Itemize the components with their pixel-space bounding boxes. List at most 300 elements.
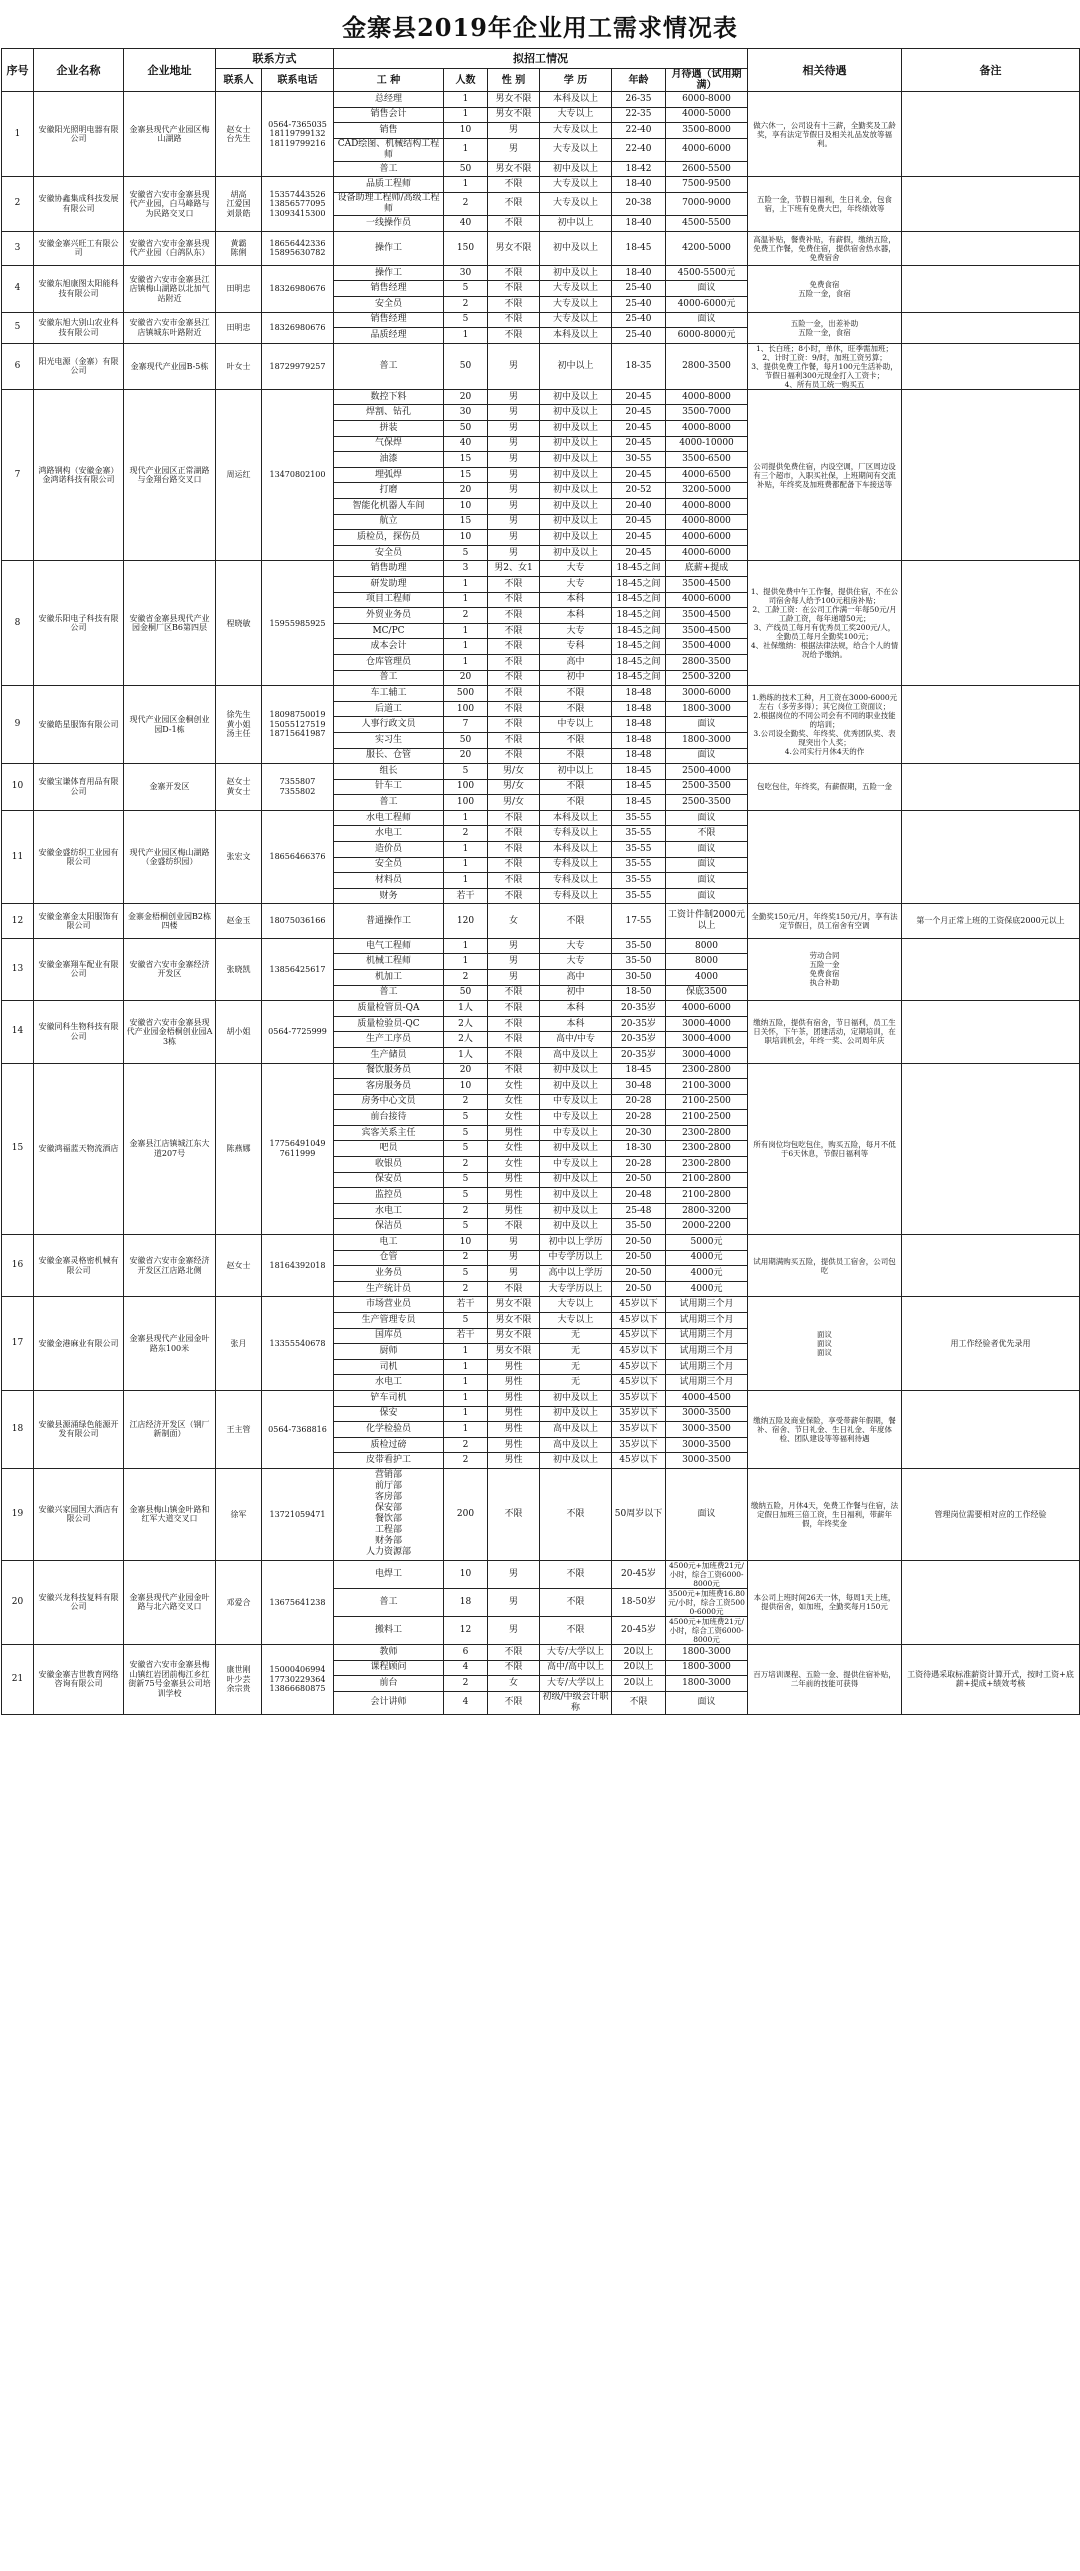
job-gender: 女: [488, 1676, 540, 1692]
job-count: 1: [444, 938, 488, 954]
company-name: 安徽皓星服饰有限公司: [34, 686, 124, 764]
job-gender: 不限: [488, 1001, 540, 1017]
job-gender: 男/女: [488, 764, 540, 780]
job-title: 收银员: [334, 1157, 444, 1173]
job-title: 皮带看护工: [334, 1453, 444, 1469]
job-gender: 女性: [488, 1141, 540, 1157]
job-education: 本科及以上: [540, 810, 612, 826]
job-title: 打磨: [334, 483, 444, 499]
job-gender: 不限: [488, 686, 540, 702]
job-education: 大专: [540, 576, 612, 592]
job-salary: 2500-4000: [666, 764, 748, 780]
job-gender: 不限: [488, 177, 540, 193]
job-age: 20-50: [612, 1281, 666, 1297]
job-education: 本科: [540, 608, 612, 624]
header-contact: 联系方式: [216, 49, 334, 69]
job-count: 5: [444, 764, 488, 780]
job-gender: 不限: [488, 192, 540, 215]
job-count: 2: [444, 969, 488, 985]
job-age: 22-35: [612, 107, 666, 123]
job-count: 1: [444, 639, 488, 655]
job-education: 高中/中专: [540, 1032, 612, 1048]
job-title: 造价员: [334, 842, 444, 858]
job-title: 操作工: [334, 231, 444, 265]
job-gender: 不限: [488, 592, 540, 608]
job-count: 1: [444, 107, 488, 123]
job-salary: 3000-4000: [666, 1016, 748, 1032]
company-seq: 4: [2, 265, 34, 312]
company-seq: 13: [2, 938, 34, 1000]
contact-person: 程晓敏: [216, 561, 262, 686]
job-gender: 男性: [488, 1125, 540, 1141]
job-count: 40: [444, 215, 488, 231]
job-salary: 2100-2500: [666, 1110, 748, 1126]
job-count: 4: [444, 1660, 488, 1676]
header-job: 工 种: [334, 69, 444, 92]
table-row: [2, 1468, 1080, 1560]
company-address: 金寨金梧桐创业园B2栋四楼: [124, 904, 216, 938]
job-gender: 男: [488, 467, 540, 483]
job-education: 大专/大学以上: [540, 1676, 612, 1692]
job-education: 本科及以上: [540, 842, 612, 858]
company-remark: [902, 764, 1080, 811]
job-count: 2: [444, 1157, 488, 1173]
company-name: 安徽鸿福蓝天物流酒店: [34, 1063, 124, 1235]
job-salary: 3500-4500: [666, 608, 748, 624]
job-salary: 4000-6000: [666, 530, 748, 546]
job-count: 10: [444, 1079, 488, 1095]
job-education: 专科及以上: [540, 857, 612, 873]
job-title: 监控员: [334, 1188, 444, 1204]
job-salary: 4000-8000: [666, 499, 748, 515]
contact-phone: 17756491049 7611999: [262, 1063, 334, 1235]
contact-phone: 13470802100: [262, 389, 334, 561]
company-benefits: 1、长白班；8小时，单休，旺季需加班； 2、计时工资：9/时，加班工资另算； 3、提供免费工作餐，每月100元生活补助，节假日福利300元现金打入工资卡； 4、所有员工统一购买五: [748, 343, 902, 389]
job-title: 安全员: [334, 545, 444, 561]
job-gender: 男性: [488, 1172, 540, 1188]
company-name: 阳光电源（金寨）有限公司: [34, 343, 124, 389]
job-title: 服长、仓管: [334, 748, 444, 764]
job-gender: 男: [488, 1588, 540, 1616]
header-remark: 备注: [902, 49, 1080, 92]
job-count: 5: [444, 281, 488, 297]
contact-phone: 7355807 7355802: [262, 764, 334, 811]
company-name: 安徽东旭大别山农业科技有限公司: [34, 312, 124, 343]
job-title: 销售经理: [334, 312, 444, 328]
job-count: 18: [444, 1588, 488, 1616]
table-row: [2, 1297, 1080, 1313]
job-gender: 女性: [488, 1094, 540, 1110]
job-salary: 3200-5000: [666, 483, 748, 499]
job-age: 20-50: [612, 1235, 666, 1251]
job-count: 15: [444, 467, 488, 483]
job-title: 厨师: [334, 1344, 444, 1360]
job-count: 10: [444, 1560, 488, 1588]
job-count: 5: [444, 1219, 488, 1235]
job-count: 15: [444, 514, 488, 530]
job-title: 销售会计: [334, 107, 444, 123]
job-salary: 3000-3500: [666, 1437, 748, 1453]
job-age: 35-55: [612, 873, 666, 889]
company-remark: 用工作经验者优先录用: [902, 1297, 1080, 1391]
header-company: 企业名称: [34, 49, 124, 92]
job-age: 35岁以下: [612, 1437, 666, 1453]
job-title: 生产统计员: [334, 1281, 444, 1297]
job-salary: 4200-5000: [666, 231, 748, 265]
job-count: 2: [444, 1203, 488, 1219]
job-gender: 不限: [488, 1016, 540, 1032]
job-title: 机械工程师: [334, 954, 444, 970]
company-address: 安徽省六安市金寨县现代产业园金梧桐创业园A3栋: [124, 1001, 216, 1063]
job-age: 18-45之间: [612, 576, 666, 592]
job-salary: 4500元+加班费21元/小时，综合工资6000-8000元: [666, 1560, 748, 1588]
job-title: 普工: [334, 1588, 444, 1616]
job-age: 18-48: [612, 732, 666, 748]
job-salary: 3000-4000: [666, 1047, 748, 1063]
contact-person: 邓爱合: [216, 1560, 262, 1644]
job-title: 成本会计: [334, 639, 444, 655]
contact-phone: 13856425617: [262, 938, 334, 1000]
company-benefits: 做六休一，公司设有十三薪，全勤奖及工龄奖，享有法定节假日及相关礼品发放等福利。: [748, 92, 902, 177]
company-name: 安徽东旭康图太阳能科技有限公司: [34, 265, 124, 312]
company-benefits: 缴纳五险，月休4天，免费工作餐与住宿，法定假日加班三倍工资，生日福利，带薪年假，年终奖金: [748, 1468, 902, 1560]
job-count: 1: [444, 654, 488, 670]
job-title: 拼装: [334, 421, 444, 437]
job-age: 18-48: [612, 717, 666, 733]
job-title: 电工: [334, 1235, 444, 1251]
job-age: 20-28: [612, 1157, 666, 1173]
job-age: 18-45: [612, 231, 666, 265]
job-age: 20-45: [612, 514, 666, 530]
job-salary: 4500-5500: [666, 215, 748, 231]
job-age: 35-55: [612, 888, 666, 904]
job-education: 不限: [540, 1616, 612, 1644]
job-salary: 8000: [666, 938, 748, 954]
job-title: 机加工: [334, 969, 444, 985]
job-salary: 2100-2800: [666, 1188, 748, 1204]
job-education: 本科: [540, 1016, 612, 1032]
company-name: 安徽兴龙科技复料有限公司: [34, 1560, 124, 1644]
job-salary: 2800-3200: [666, 1203, 748, 1219]
job-salary: 4000-4500: [666, 1390, 748, 1406]
job-count: 2: [444, 1676, 488, 1692]
job-gender: 男性: [488, 1453, 540, 1469]
job-gender: 女性: [488, 1110, 540, 1126]
company-seq: 8: [2, 561, 34, 686]
company-name: 安徽金寨翔车配业有限公司: [34, 938, 124, 1000]
job-count: 5: [444, 1141, 488, 1157]
job-education: 大专: [540, 623, 612, 639]
job-count: 7: [444, 717, 488, 733]
contact-person: 黄霸 陈俐: [216, 231, 262, 265]
job-title: 材料员: [334, 873, 444, 889]
header-count: 人数: [444, 69, 488, 92]
job-age: 45岁以下: [612, 1344, 666, 1360]
job-salary: 3500-6500: [666, 452, 748, 468]
job-title: 仓管: [334, 1250, 444, 1266]
job-education: 大专/大学以上: [540, 1644, 612, 1660]
job-salary: 3500-4500: [666, 576, 748, 592]
company-benefits: 缴纳五险及商业保险，享受带薪年假期，餐补、宿舍、节日礼金、生日礼金、年度体检、团队建设等等福利待遇: [748, 1390, 902, 1468]
job-gender: 男性: [488, 1422, 540, 1438]
job-count: 2人: [444, 1016, 488, 1032]
job-age: 18-42: [612, 161, 666, 177]
job-age: 35-55: [612, 810, 666, 826]
table-row: [2, 231, 1080, 265]
company-address: 安徽省金寨县现代产业园金桐厂区B6第四层: [124, 561, 216, 686]
job-gender: 不限: [488, 265, 540, 281]
job-title: 保洁员: [334, 1219, 444, 1235]
job-salary: 4500-5500元: [666, 265, 748, 281]
job-education: 不限: [540, 779, 612, 795]
job-count: 5: [444, 1266, 488, 1282]
job-count: 1人: [444, 1001, 488, 1017]
job-age: 18-40: [612, 265, 666, 281]
job-age: 25-40: [612, 297, 666, 313]
job-count: 50: [444, 343, 488, 389]
company-seq: 17: [2, 1297, 34, 1391]
company-remark: [902, 561, 1080, 686]
job-count: 5: [444, 1172, 488, 1188]
job-education: 高中及以上: [540, 1422, 612, 1438]
job-title: 设备助理工程师/高级工程师: [334, 192, 444, 215]
table-row: [2, 343, 1080, 389]
company-benefits: [748, 810, 902, 904]
job-salary: 底薪+提成: [666, 561, 748, 577]
job-education: 专科及以上: [540, 888, 612, 904]
company-address: 江店经济开发区（钢厂新制面）: [124, 1390, 216, 1468]
company-seq: 11: [2, 810, 34, 904]
job-education: 专科及以上: [540, 826, 612, 842]
job-education: 初中及以上: [540, 530, 612, 546]
job-salary: 4000-6000: [666, 592, 748, 608]
job-salary: 3000-3500: [666, 1406, 748, 1422]
job-title: 课程顾问: [334, 1660, 444, 1676]
company-benefits: 全勤奖150元/月，年终奖150元/月，享有法定节假日，员工宿舍有空调: [748, 904, 902, 938]
job-salary: 2100-3000: [666, 1079, 748, 1095]
job-title: 生产工序员: [334, 1032, 444, 1048]
job-education: 中专学历以上: [540, 1250, 612, 1266]
job-gender: 不限: [488, 623, 540, 639]
contact-phone: 18164392018: [262, 1235, 334, 1297]
job-education: 专科: [540, 639, 612, 655]
contact-phone: 18729979257: [262, 343, 334, 389]
job-title: 普工: [334, 985, 444, 1001]
job-count: 30: [444, 265, 488, 281]
company-seq: 18: [2, 1390, 34, 1468]
job-title: 操作工: [334, 265, 444, 281]
job-title: 普工: [334, 670, 444, 686]
job-title: 组长: [334, 764, 444, 780]
contact-phone: 0564-7365035 18119799132 18119799216: [262, 92, 334, 177]
contact-person: 张月: [216, 1297, 262, 1391]
job-age: 35-55: [612, 826, 666, 842]
job-count: 30: [444, 405, 488, 421]
job-gender: 男女不限: [488, 1328, 540, 1344]
job-gender: 不限: [488, 654, 540, 670]
page-title: 金寨县2019年企业用工需求情况表: [342, 13, 738, 42]
job-salary: 面议: [666, 1691, 748, 1714]
job-education: 大专及以上: [540, 123, 612, 139]
job-title: 前台: [334, 1676, 444, 1692]
job-education: 初中: [540, 985, 612, 1001]
job-salary: 2300-2800: [666, 1157, 748, 1173]
job-count: 1: [444, 1390, 488, 1406]
job-education: 初中以上学历: [540, 1235, 612, 1251]
header-seq: 序号: [2, 49, 34, 92]
job-age: 45岁以下: [612, 1453, 666, 1469]
company-address: 金寨县现代产业园区梅山湖路: [124, 92, 216, 177]
job-education: 初中及以上: [540, 265, 612, 281]
job-title: 餐饮服务员: [334, 1063, 444, 1079]
job-gender: 男/女: [488, 779, 540, 795]
table-row: [2, 686, 1080, 702]
job-count: 20: [444, 1063, 488, 1079]
job-count: 1: [444, 177, 488, 193]
company-benefits: 包吃包住，年终奖，有薪假期，五险一金: [748, 764, 902, 811]
contact-phone: 13721059471: [262, 1468, 334, 1560]
job-education: 本科: [540, 1001, 612, 1017]
job-title: 数控下料: [334, 389, 444, 405]
job-age: 22-40: [612, 138, 666, 161]
table-row: [2, 904, 1080, 938]
job-salary: 4000-6000: [666, 138, 748, 161]
job-title: 搬料工: [334, 1616, 444, 1644]
job-salary: 4000: [666, 969, 748, 985]
job-education: 大专及以上: [540, 138, 612, 161]
job-gender: 男: [488, 483, 540, 499]
job-gender: 不限: [488, 297, 540, 313]
job-gender: 男女不限: [488, 161, 540, 177]
company-benefits: 公司提供免费住宿，内设空调，厂区周边设有三个超市，入职买社保，上班期间有交流补贴，年终奖及加班费都配备下车接送等: [748, 389, 902, 561]
job-gender: 男: [488, 452, 540, 468]
job-salary: 面议: [666, 842, 748, 858]
contact-person: 陈燕娜: [216, 1063, 262, 1235]
job-count: 150: [444, 231, 488, 265]
contact-person: 叶女士: [216, 343, 262, 389]
header-contact-person: 联系人: [216, 69, 262, 92]
job-salary: 4000-8000: [666, 421, 748, 437]
job-count: 5: [444, 545, 488, 561]
job-age: 45岁以下: [612, 1375, 666, 1391]
job-gender: 男: [488, 969, 540, 985]
job-age: 18-50: [612, 985, 666, 1001]
contact-phone: 18656442336 15895630782: [262, 231, 334, 265]
job-salary: 4000-6500: [666, 467, 748, 483]
job-gender: 不限: [488, 888, 540, 904]
job-age: 18-30: [612, 1141, 666, 1157]
job-gender: 不限: [488, 1281, 540, 1297]
job-gender: 不限: [488, 985, 540, 1001]
job-count: 2: [444, 826, 488, 842]
job-count: 2: [444, 1094, 488, 1110]
job-gender: 不限: [488, 576, 540, 592]
job-gender: 不限: [488, 215, 540, 231]
job-gender: 不限: [488, 281, 540, 297]
job-count: 1: [444, 1344, 488, 1360]
company-address: 现代产业园区正常湖路与金翔台路交叉口: [124, 389, 216, 561]
job-salary: 5000元: [666, 1235, 748, 1251]
company-name: 安徽金港麻业有限公司: [34, 1297, 124, 1391]
job-salary: 试用期三个月: [666, 1297, 748, 1313]
job-gender: 男: [488, 405, 540, 421]
job-gender: 不限: [488, 732, 540, 748]
job-salary: 2800-3500: [666, 654, 748, 670]
job-age: 30-50: [612, 969, 666, 985]
table-row: [2, 1560, 1080, 1588]
job-salary: 8000: [666, 954, 748, 970]
company-remark: [902, 1235, 1080, 1297]
job-education: 初中以上: [540, 215, 612, 231]
job-gender: 男性: [488, 1375, 540, 1391]
job-salary: 2300-2800: [666, 1063, 748, 1079]
company-remark: [902, 938, 1080, 1000]
company-seq: 9: [2, 686, 34, 764]
job-gender: 男: [488, 123, 540, 139]
contact-person: 张宏文: [216, 810, 262, 904]
contact-person: 胡高 江爱国 刘景皓: [216, 177, 262, 231]
job-gender: 男: [488, 1266, 540, 1282]
job-education: 初中及以上: [540, 161, 612, 177]
table-row: [2, 1235, 1080, 1251]
job-age: 20-35岁: [612, 1047, 666, 1063]
job-title: 质量检管员-QA: [334, 1001, 444, 1017]
job-title: 品质工程师: [334, 177, 444, 193]
job-education: 中专及以上: [540, 1125, 612, 1141]
job-count: 50: [444, 421, 488, 437]
job-education: 大专及以上: [540, 312, 612, 328]
job-education: 大专以上: [540, 1297, 612, 1313]
company-remark: [902, 1001, 1080, 1063]
job-age: 20-28: [612, 1110, 666, 1126]
job-gender: 男女不限: [488, 1344, 540, 1360]
job-gender: 不限: [488, 873, 540, 889]
contact-phone: 18326980676: [262, 312, 334, 343]
job-education: 不限: [540, 795, 612, 811]
company-benefits: 1、提供免费中午工作餐，提供住宿，不在公司宿舍每人给予100元租房补贴； 2、工龄工资：在公司工作满一年每50元/月工龄工资，每年递增50元； 3、产线员工每月有优秀员工奖200元/人，全勤员工每月全勤奖100元； 4、社保缴纳：根据法律法规，给合个人的情况给予缴纳。: [748, 561, 902, 686]
job-title: 保安: [334, 1406, 444, 1422]
job-title: 生产管理专员: [334, 1313, 444, 1329]
job-gender: 不限: [488, 312, 540, 328]
company-benefits: 所有岗位均包吃包住，购买五险，每月不低于6天休息，节假日福利等: [748, 1063, 902, 1235]
job-title: 房务中心文员: [334, 1094, 444, 1110]
job-title: 销售: [334, 123, 444, 139]
contact-person: 赵女士: [216, 1235, 262, 1297]
job-count: 10: [444, 499, 488, 515]
job-age: 18-45之间: [612, 623, 666, 639]
job-gender: 男: [488, 1560, 540, 1588]
job-salary: 1800-3000: [666, 1660, 748, 1676]
job-title: 销售助理: [334, 561, 444, 577]
job-gender: 不限: [488, 670, 540, 686]
job-title: 质量检验员-QC: [334, 1016, 444, 1032]
job-count: 5: [444, 312, 488, 328]
job-title: 水电工: [334, 1375, 444, 1391]
job-title: 宾客关系主任: [334, 1125, 444, 1141]
job-gender: 男性: [488, 1437, 540, 1453]
contact-phone: 18656466376: [262, 810, 334, 904]
job-education: 初中: [540, 670, 612, 686]
contact-person: 赵女士 黄女士: [216, 764, 262, 811]
table-row: [2, 92, 1080, 108]
job-gender: 不限: [488, 701, 540, 717]
job-education: 初中及以上: [540, 467, 612, 483]
job-salary: 4000-10000: [666, 436, 748, 452]
job-title: 保安员: [334, 1172, 444, 1188]
job-gender: 不限: [488, 608, 540, 624]
job-age: 20-35岁: [612, 1001, 666, 1017]
job-salary: 3500-8000: [666, 123, 748, 139]
